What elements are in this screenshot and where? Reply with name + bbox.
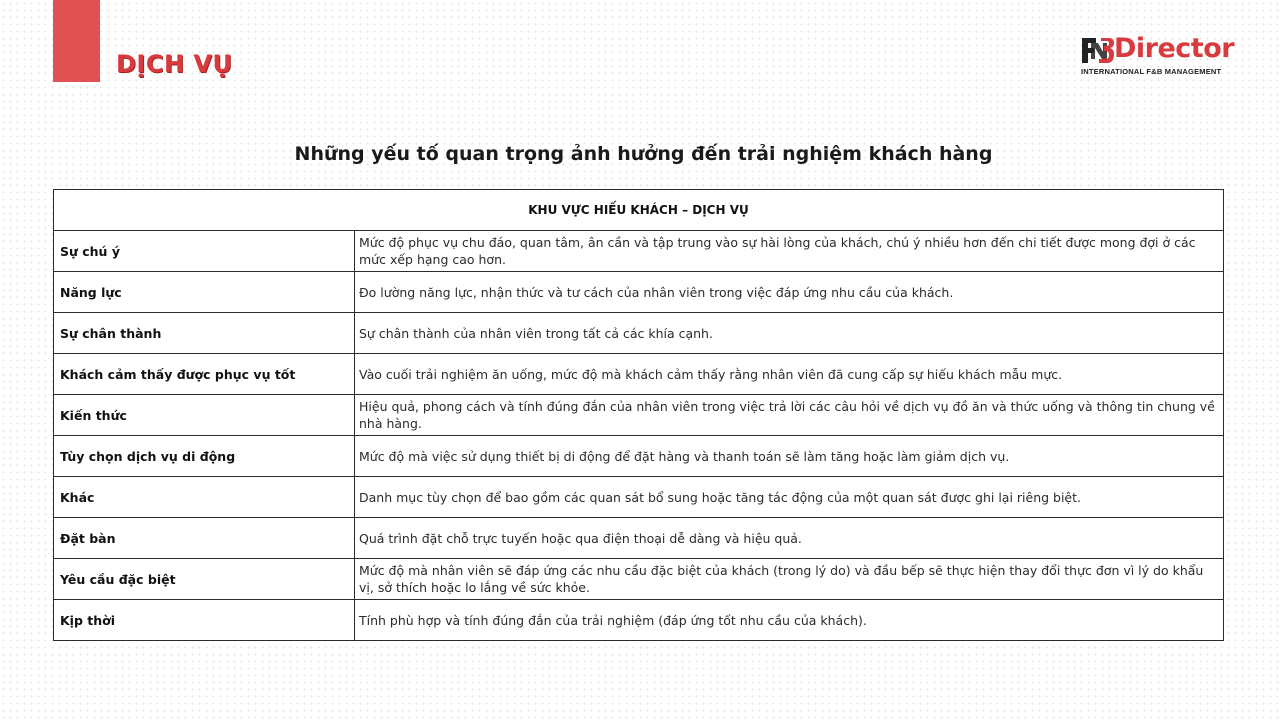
table-row — [54, 518, 1224, 559]
table-body — [54, 231, 1224, 641]
criterion-cell: Yêu cầu đặc biệt — [54, 559, 355, 600]
description-cell: Đo lường năng lực, nhận thức và tư cách của nhân viên trong việc đáp ứng nhu cầu của khách. — [355, 272, 1224, 313]
table-row — [54, 477, 1224, 518]
description-cell: Hiệu quả, phong cách và tính đúng đắn của nhân viên trong việc trả lời các câu hỏi về dịch vụ đồ ăn và thức uống và thông tin chung về nhà hàng. — [355, 395, 1224, 436]
fnb-monogram-icon — [1080, 35, 1114, 65]
section-title: DỊCH VỤ — [116, 50, 233, 78]
criterion-cell: Khách cảm thấy được phục vụ tốt — [54, 354, 355, 395]
description-cell: Quá trình đặt chỗ trực tuyến hoặc qua điện thoại dễ dàng và hiệu quả. — [355, 518, 1224, 559]
company-logo — [1080, 34, 1240, 78]
table-row — [54, 354, 1224, 395]
table-row — [54, 272, 1224, 313]
logo-tagline: INTERNATIONAL F&B MANAGEMENT — [1081, 67, 1222, 76]
description-cell: Tính phù hợp và tính đúng đắn của trải nghiệm (đáp ứng tốt nhu cầu của khách). — [355, 600, 1224, 641]
table-row — [54, 600, 1224, 641]
table-row — [54, 313, 1224, 354]
description-cell: Danh mục tùy chọn để bao gồm các quan sát bổ sung hoặc tăng tác động của một quan sát được ghi lại riêng biệt. — [355, 477, 1224, 518]
table-row — [54, 436, 1224, 477]
criterion-cell: Kiến thức — [54, 395, 355, 436]
criterion-cell: Sự chân thành — [54, 313, 355, 354]
description-cell: Mức độ phục vụ chu đáo, quan tâm, ân cần và tập trung vào sự hài lòng của khách, chú ý nhiều hơn đến chi tiết được mong đợi ở các mức xếp hạng cao hơn. — [355, 231, 1224, 272]
table-header: KHU VỰC HIẾU KHÁCH – DỊCH VỤ — [54, 190, 1224, 231]
criterion-cell: Năng lực — [54, 272, 355, 313]
table-row — [54, 231, 1224, 272]
description-cell: Vào cuối trải nghiệm ăn uống, mức độ mà khách cảm thấy rằng nhân viên đã cung cấp sự hiếu khách mẫu mực. — [355, 354, 1224, 395]
logo-wordmark: Director — [1114, 33, 1235, 64]
accent-bar — [53, 0, 100, 82]
criterion-cell: Khác — [54, 477, 355, 518]
description-cell: Mức độ mà việc sử dụng thiết bị di động để đặt hàng và thanh toán sẽ làm tăng hoặc làm giảm dịch vụ. — [355, 436, 1224, 477]
page-heading: Những yếu tố quan trọng ảnh hưởng đến trải nghiệm khách hàng — [294, 143, 993, 165]
table-row — [54, 395, 1224, 436]
criterion-cell: Kịp thời — [54, 600, 355, 641]
description-cell: Mức độ mà nhân viên sẽ đáp ứng các nhu cầu đặc biệt của khách (trong lý do) và đầu bếp sẽ thực hiện thay đổi thực đơn vì lý do khẩu vị, sở thích hoặc lo lắng về sức khỏe. — [355, 559, 1224, 600]
table-row — [54, 559, 1224, 600]
description-cell: Sự chân thành của nhân viên trong tất cả các khía cạnh. — [355, 313, 1224, 354]
criterion-cell: Sự chú ý — [54, 231, 355, 272]
criterion-cell: Đặt bàn — [54, 518, 355, 559]
service-criteria-table — [53, 189, 1224, 641]
criterion-cell: Tùy chọn dịch vụ di động — [54, 436, 355, 477]
table-header-row — [54, 190, 1224, 231]
